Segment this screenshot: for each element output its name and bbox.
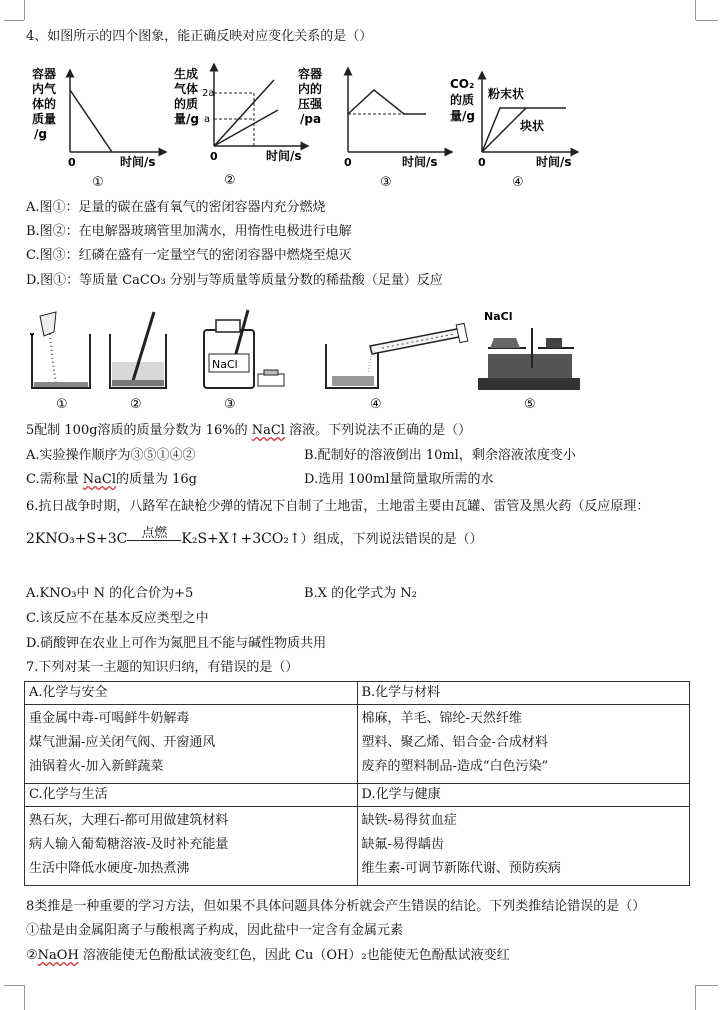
graph1-ylabel-0: 容器: [32, 67, 57, 81]
crop-mark-top-left: [24, 0, 25, 20]
cell-b-item: 废弃的塑料制品-造成“白色污染”: [361, 759, 549, 774]
q4-option-d: D.图①：等质量 CaCO₃ 分别与等质量等质量分数的稀盐酸（足量）反应: [26, 273, 443, 288]
q4-option-b: B.图②：在电解器玻璃管里加满水，用惰性电极进行电解: [26, 224, 352, 239]
q5-stem-nacl: NaCl: [251, 423, 285, 438]
graph-3: [298, 66, 452, 190]
graph-2: [174, 64, 308, 188]
q6-eq-condition: 点燃: [141, 526, 168, 541]
graph1-number: ①: [92, 175, 104, 190]
q7-knowledge-table: [24, 681, 690, 886]
graph4-ylabel-2: 量/g: [450, 109, 475, 123]
cell-b-head: B.化学与材料: [357, 682, 690, 705]
apparatus-3-bottle: [204, 310, 284, 412]
graph2-line-lower: [214, 110, 278, 146]
graph4-number: ④: [512, 175, 524, 190]
q5-option-c-pre: C.需称量: [26, 472, 83, 487]
graph2-line-upper: [214, 80, 274, 146]
apparatus-num-5: ⑤: [524, 397, 536, 412]
cell-c-item: 病人输入葡萄糖溶液-及时补充能量: [29, 837, 229, 852]
cell-d-item: 缺铁-易得贫血症: [361, 813, 457, 828]
graph3-curve: [348, 90, 426, 114]
graph2-ylabel-0: 生成: [174, 67, 199, 81]
graph4-ylabel-1: 的质: [450, 93, 475, 107]
apparatus-num-3: ③: [224, 397, 236, 412]
q5-option-b: B.配制好的溶液倒出 10ml，剩余溶液浓度变小: [304, 448, 576, 463]
apparatus-1-add-solid: [30, 312, 90, 412]
crop-mark-bottom-right: [695, 985, 696, 1010]
q6-eq-right: K₂S+X↑+3CO₂↑: [181, 531, 301, 547]
cell-c-item: 生活中降低水硬度-加热煮沸: [29, 861, 190, 876]
graph1-ylabel-4: /g: [34, 127, 47, 141]
graph2-ylabel-2: 的质: [174, 97, 199, 111]
q5-option-c-nacl: NaCl: [82, 472, 116, 487]
graph1-ylabel-2: 体的: [32, 97, 57, 111]
graph2-ylabel-3: 量/g: [174, 112, 199, 126]
apparatus-2-stir: [110, 312, 166, 412]
graph4-origin: 0: [478, 156, 486, 169]
cell-b-item: 塑料、聚乙烯、铝合金-合成材料: [361, 735, 548, 750]
graph4-xlabel: 时间/s: [536, 155, 572, 169]
q6-stem: 6.抗日战争时期，八路军在缺枪少弹的情况下自制了土地雷，土地雷主要由瓦罐、雷管及黑火药（反应原理：: [26, 499, 650, 514]
cell-c-body: [25, 807, 358, 886]
cell-b-item: 棉麻，羊毛、锦纶-天然纤维: [361, 711, 522, 726]
graph1-curve: [70, 90, 112, 152]
cell-a-item: 油锅着火-加入新鲜蔬菜: [29, 759, 164, 774]
crop-mark-bottom-right-h: [696, 985, 718, 986]
cell-a-item: 煤气泄漏-应关闭气阀、开窗通风: [29, 735, 216, 750]
q8-item2-pre: ②: [26, 948, 38, 963]
q6-option-b: B.X 的化学式为 N₂: [304, 586, 417, 601]
q6-option-c: C.该反应不在基本反应类型之中: [26, 611, 209, 626]
cell-d-body: [357, 807, 690, 886]
crop-mark-bottom-left: [24, 985, 25, 1010]
graph-4: [450, 72, 578, 190]
cell-d-item: 缺氟-易得龋齿: [361, 837, 444, 852]
cell-d-item: 维生素-可调节新陈代谢、预防疾病: [361, 861, 561, 876]
bottle-label: NaCl: [212, 358, 238, 371]
q6-eq-left: 2KNO₃+S+3C: [26, 531, 128, 547]
q5-option-c-post: 的质量为 16g: [115, 472, 197, 487]
cell-d-head: D.化学与健康: [357, 784, 690, 807]
graph-1: [32, 66, 166, 190]
crop-mark-bottom-left-h: [4, 985, 24, 986]
graph1-ylabel-3: 质量: [32, 112, 57, 126]
q6-option-a: A.KNO₃中 N 的化合价为+5: [26, 586, 194, 601]
cell-c-item: 熟石灰，大理石-都可用做建筑材料: [29, 813, 229, 828]
apparatus-num-1: ①: [56, 397, 68, 412]
q6-eq-tail: ）组成，下列说法错误的是（）: [300, 532, 483, 547]
graph4-label-block: 块状: [520, 119, 545, 133]
cell-a-head: A.化学与安全: [25, 682, 358, 705]
q5-stem: [26, 422, 471, 440]
q8-stem: 8类推是一种重要的学习方法，但如果不具体问题具体分析就会产生错误的结论。下列类推结论错误的是（）: [26, 899, 646, 914]
crop-mark-top-left-h: [4, 20, 24, 21]
graph3-number: ③: [380, 175, 392, 190]
crop-mark-top-right-h: [696, 20, 718, 21]
graph2-tick-a: a: [204, 114, 211, 125]
graph4-ylabel-0: CO₂: [450, 77, 475, 91]
cell-c-head: C.化学与生活: [25, 784, 358, 807]
cell-a-body: [25, 705, 358, 784]
q5-apparatus: [26, 308, 586, 416]
q6-equation: [26, 528, 483, 547]
q6-option-d: D.硝酸钾在农业上可作为氮肥且不能与碱性物质共用: [26, 636, 327, 651]
q8-item-2: [26, 947, 510, 965]
graph1-origin: 0: [68, 156, 76, 169]
q7-stem: 7.下列对某一主题的知识归纳，有错误的是（）: [26, 660, 299, 675]
graph2-ylabel-1: 气体: [174, 82, 199, 96]
graph2-origin: 0: [210, 150, 218, 163]
q4-stem: 4、如图所示的四个图象，能正确反映对应变化关系的是（）: [26, 29, 373, 44]
q8-item-1: ①盐是由金属阳离子与酸根离子构成，因此盐中一定含有金属元素: [26, 923, 404, 938]
q8-item2-naoh: NaOH: [37, 948, 79, 963]
graph3-xlabel: 时间/s: [402, 155, 438, 169]
q5-option-a: A.实验操作顺序为③⑤①④②: [26, 448, 196, 463]
graph4-label-powder: 粉末状: [488, 87, 525, 101]
graph3-ylabel-1: 内的: [298, 82, 323, 96]
q4-option-c: C.图③：红磷在盛有一定量空气的密闭容器中燃烧至熄灭: [26, 248, 352, 263]
q5-option-d: D.选用 100ml量筒量取所需的水: [304, 472, 494, 487]
graph3-ylabel-2: 压强: [298, 97, 323, 111]
cell-b-body: [357, 705, 690, 784]
graph1-xlabel: 时间/s: [120, 155, 156, 169]
q8-item2-post: 溶液能使无色酚酞试液变红色，因此 Cu（OH）₂也能使无色酚酞试液变红: [78, 948, 510, 963]
q5-stem-pre: 5配制 100g溶质的质量分数为 16%的: [26, 423, 252, 438]
graph3-origin: 0: [344, 156, 352, 169]
graph3-ylabel-3: /pa: [300, 112, 322, 126]
q4-option-a: A.图①：足量的碳在盛有氧气的密闭容器内充分燃烧: [26, 200, 326, 215]
q5-stem-post: 溶液。下列说法不正确的是（）: [284, 423, 472, 438]
graph1-ylabel-1: 内气: [32, 82, 57, 96]
apparatus-num-4: ④: [370, 397, 382, 412]
q5-option-c: [26, 471, 197, 489]
q4-graphs: [26, 60, 586, 192]
apparatus-4-pour-water: [326, 323, 468, 412]
apparatus-5-balance: [478, 310, 580, 412]
crop-mark-top-right: [695, 0, 696, 20]
graph2-xlabel: 时间/s: [266, 149, 302, 163]
graph2-tick-2a: 2a: [202, 88, 215, 99]
graph3-ylabel-0: 容器: [298, 67, 323, 81]
balance-label: NaCl: [484, 310, 513, 323]
cell-a-item: 重金属中毒-可喝鲜牛奶解毒: [29, 711, 190, 726]
graph2-number: ②: [224, 173, 236, 188]
apparatus-num-2: ②: [130, 397, 142, 412]
